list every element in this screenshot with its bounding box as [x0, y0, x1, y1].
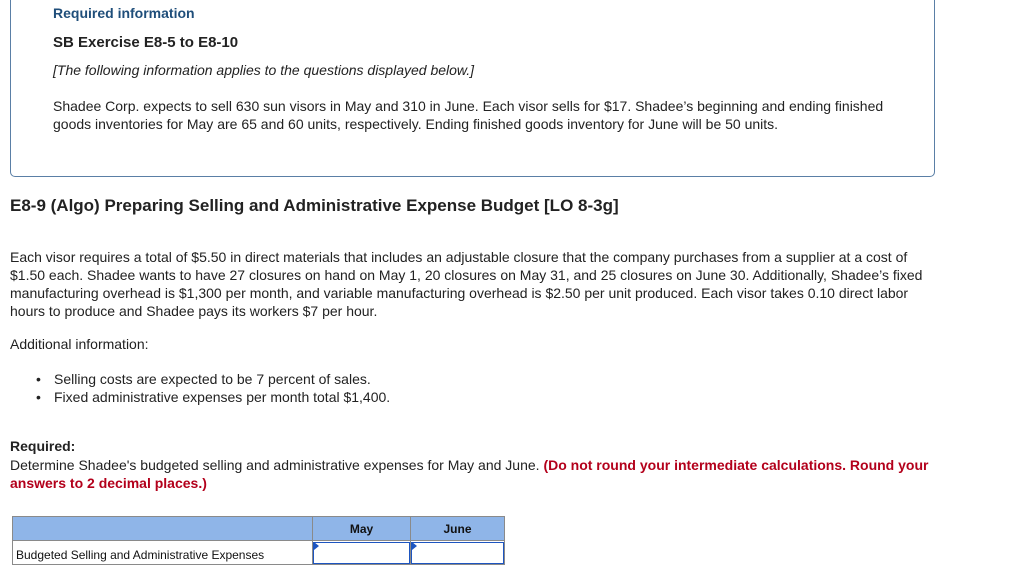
required-question: Determine Shadee's budgeted selling and administrative expenses for May and June.: [10, 457, 540, 473]
may-expense-input[interactable]: [313, 542, 410, 564]
header-june: June: [411, 517, 505, 541]
input-flag-icon: [314, 542, 319, 550]
june-cell: [411, 541, 505, 565]
required-label: Required:: [10, 438, 76, 454]
required-information-box: [10, 0, 935, 177]
required-text: [10, 456, 940, 492]
list-item: • Selling costs are expected to be 7 percent of sales.: [36, 370, 390, 388]
may-cell: [313, 541, 411, 565]
header-blank: [13, 517, 313, 541]
table-row: [13, 541, 505, 565]
info-body-text: Shadee Corp. expects to sell 630 sun visors in May and 310 in June. Each visor sells for $17. Shadee’s beginning and ending finished goods inventories for May are 65 and 60 units, respectively. Ending finished goods inventory for June will be 50 units.: [53, 98, 884, 132]
header-may: May: [313, 517, 411, 541]
budget-row-label: Budgeted Selling and Administrative Expenses: [13, 541, 313, 565]
list-item: • Fixed administrative expenses per month total $1,400.: [36, 388, 390, 406]
problem-heading: E8-9 (Algo) Preparing Selling and Administrative Expense Budget [LO 8-3g]: [10, 196, 619, 215]
exercise-title: SB Exercise E8-5 to E8-10: [53, 34, 239, 51]
problem-paragraph: Each visor requires a total of $5.50 in direct materials that includes an adjustable closure that the company purchases from a supplier at a cost of $1.50 each. Shadee wants to have 27 closures on hand on May 1, 20 closures on May 31, and 25 closures on June 30. Additionally, Shadee’s fixed manufacturing overhead is $1,300 per month, and variable manufacturing overhead is $2.50 per unit produced. Each visor takes 0.10 direct labor hours to produce and Shadee pays its workers $7 per hour.: [10, 249, 923, 319]
table-header-row: [13, 517, 505, 541]
additional-information-label: Additional information:: [10, 336, 149, 352]
input-flag-icon: [412, 542, 417, 550]
rounding-instruction: (Do not round your intermediate calculations. Round your answers to 2 decimal places.): [10, 457, 929, 491]
info-note: [The following information applies to the questions displayed below.]: [53, 62, 475, 78]
additional-information-list: [36, 370, 390, 406]
june-expense-input[interactable]: [411, 542, 504, 564]
budget-table: [12, 516, 505, 565]
required-information-title: Required information: [53, 5, 195, 21]
